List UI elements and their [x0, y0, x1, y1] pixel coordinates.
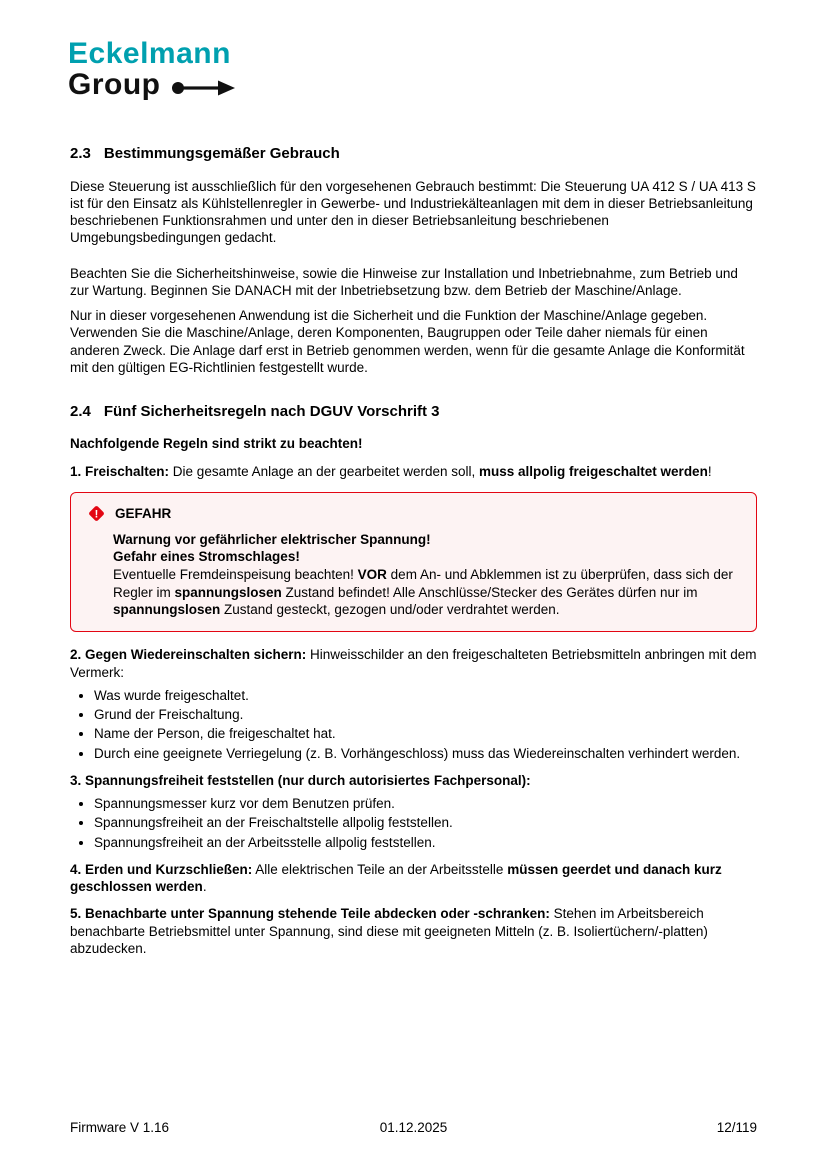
text-segment: ! — [707, 463, 712, 479]
rule-3-bullet-list — [70, 795, 757, 851]
paragraph-intended-use-1: Diese Steuerung ist ausschließlich für den vorgesehenen Gebrauch bestimmt: Die Steuerung UA 412 S / UA 413 S ist für den Einsatz als Kühlstellenregler in Gewerbe- und Industriekälteanlagen mit dem in dieser Betriebsanleitung beschriebenen Funktionsrahmen und unter den in dieser Betriebsanleitung beschriebenen Umgebungsbedingungen gedacht. — [70, 178, 756, 246]
list-item: • Grund der Freischaltung. — [94, 706, 757, 723]
danger-body-text — [113, 566, 742, 618]
footer-firmware-version: Firmware V 1.16 — [70, 1119, 170, 1135]
brand-name-bottom: Group — [68, 68, 161, 102]
list-item: • Spannungsfreiheit an der Freischaltstelle allpolig feststellen. — [94, 814, 757, 831]
text-segment: spannungslosen — [113, 602, 221, 617]
rule-3-spannungsfreiheit: 3. Spannungsfreiheit feststellen (nur durch autorisiertes Fachpersonal): — [70, 772, 531, 788]
section-2-4-number: 2.4 — [70, 403, 91, 421]
text-segment: VOR — [357, 567, 387, 583]
text-segment: muss allpolig freigeschaltet werden — [479, 463, 708, 479]
list-item: • Spannungsfreiheit an der Arbeitsstelle allpolig feststellen. — [94, 834, 757, 851]
brand-arrow-icon — [171, 78, 237, 98]
section-2-4-heading — [70, 402, 757, 421]
section-2-4-title: Fünf Sicherheitsregeln nach DGUV Vorschrift 3 — [103, 403, 440, 421]
danger-warning-box — [70, 492, 757, 632]
danger-title-row — [87, 504, 742, 523]
text-segment: Zustand befindet! Alle Anschlüsse/Stecker des Gerätes dürfen nur im — [281, 584, 698, 600]
text-segment: müssen geerdet und danach kurz geschlossen werden — [70, 861, 722, 895]
text-segment: Eventuelle Fremdeinspeisung beachten! — [113, 567, 358, 583]
rule-5-benachbarte-teile — [70, 905, 757, 957]
page-footer — [70, 1119, 757, 1136]
text-segment: dem An- und Abklemmen ist zu überprüfen, dass sich der Regler im — [113, 567, 733, 600]
text-segment: Zustand gesteckt, gezogen und/oder verdrahtet werden. — [220, 602, 560, 617]
list-item: • Name der Person, die freigeschaltet hat. — [94, 725, 757, 742]
rule-1-freischalten — [70, 463, 757, 480]
danger-bold-line-2: Gefahr eines Stromschlages! — [113, 549, 300, 565]
text-segment: 5. Benachbarte unter Spannung stehende Teile abdecken oder -schranken: — [70, 906, 550, 922]
danger-title: GEFAHR — [115, 505, 172, 521]
list-item: • Durch eine geeignete Verriegelung (z. B. Vorhängeschloss) muss das Wiedereinschalten verhindert werden. — [94, 745, 757, 762]
section-2-3-number: 2.3 — [70, 145, 91, 163]
section-2-3-heading — [70, 144, 757, 163]
danger-bold-line-1: Warnung vor gefährlicher elektrischer Spannung! — [113, 531, 431, 547]
brand-logo — [68, 38, 757, 100]
text-segment: Hinweisschilder an den freigeschalteten Betriebsmitteln anbringen mit dem Vermerk: — [70, 647, 757, 680]
footer-page-number: 12/119 — [716, 1119, 757, 1135]
list-item: • Spannungsmesser kurz vor dem Benutzen prüfen. — [94, 795, 757, 812]
svg-text:!: ! — [94, 508, 99, 521]
text-segment: spannungslosen — [174, 584, 282, 600]
paragraph-intended-use-2: Beachten Sie die Sicherheitshinweise, sowie die Hinweise zur Installation und Inbetriebnahme, zum Betrieb und zur Wartung. Beginnen Sie DANACH mit der Inbetriebsetzung bzw. dem Betrieb der Maschine/Anlage. — [70, 265, 738, 298]
footer-date: 01.12.2025 — [379, 1119, 448, 1135]
text-segment: . — [202, 879, 207, 895]
text-segment: Stehen im Arbeitsbereich benachbarte Betriebsmittel unter Spannung, sind diese mit geeigneten Mitteln (z. B. Isoliertüchern/-platten) abzudecken. — [70, 906, 708, 956]
text-segment: Die gesamte Anlage an der gearbeitet werden soll, — [169, 463, 479, 479]
text-segment: 4. Erden und Kurzschließen: — [70, 861, 253, 877]
danger-body — [113, 531, 742, 618]
danger-exclamation-diamond-icon — [87, 504, 106, 523]
text-segment: 1. Freischalten: — [70, 463, 170, 479]
paragraph-intended-use-3: Nur in dieser vorgesehenen Anwendung ist die Sicherheit und die Funktion der Maschine/Anlage gegeben. Verwenden Sie die Maschine/Anlage, deren Komponenten, Baugruppen oder Teile daher niemals für einen anderen Zweck. Die Anlage darf erst in Betrieb genommen werden, wenn für die gesamte Anlage die Konformität mit den gültigen EG-Richtlinien festgestellt wurde. — [70, 308, 745, 375]
text-segment: 2. Gegen Wiedereinschalten sichern: — [70, 647, 307, 663]
brand-name-bottom-row — [68, 69, 757, 100]
list-item: • Was wurde freigeschaltet. — [94, 687, 757, 704]
rule-4-erden-kurzschliessen — [70, 861, 757, 896]
brand-name-top: Eckelmann — [68, 37, 231, 70]
section-2-3-title: Bestimmungsgemäßer Gebrauch — [103, 145, 340, 163]
rule-2-bullet-list — [70, 687, 757, 762]
rules-intro: Nachfolgende Regeln sind strikt zu beachten! — [70, 436, 363, 452]
rule-2-wiedereinschalten — [70, 646, 757, 681]
text-segment: Alle elektrischen Teile an der Arbeitsstelle — [252, 861, 508, 877]
